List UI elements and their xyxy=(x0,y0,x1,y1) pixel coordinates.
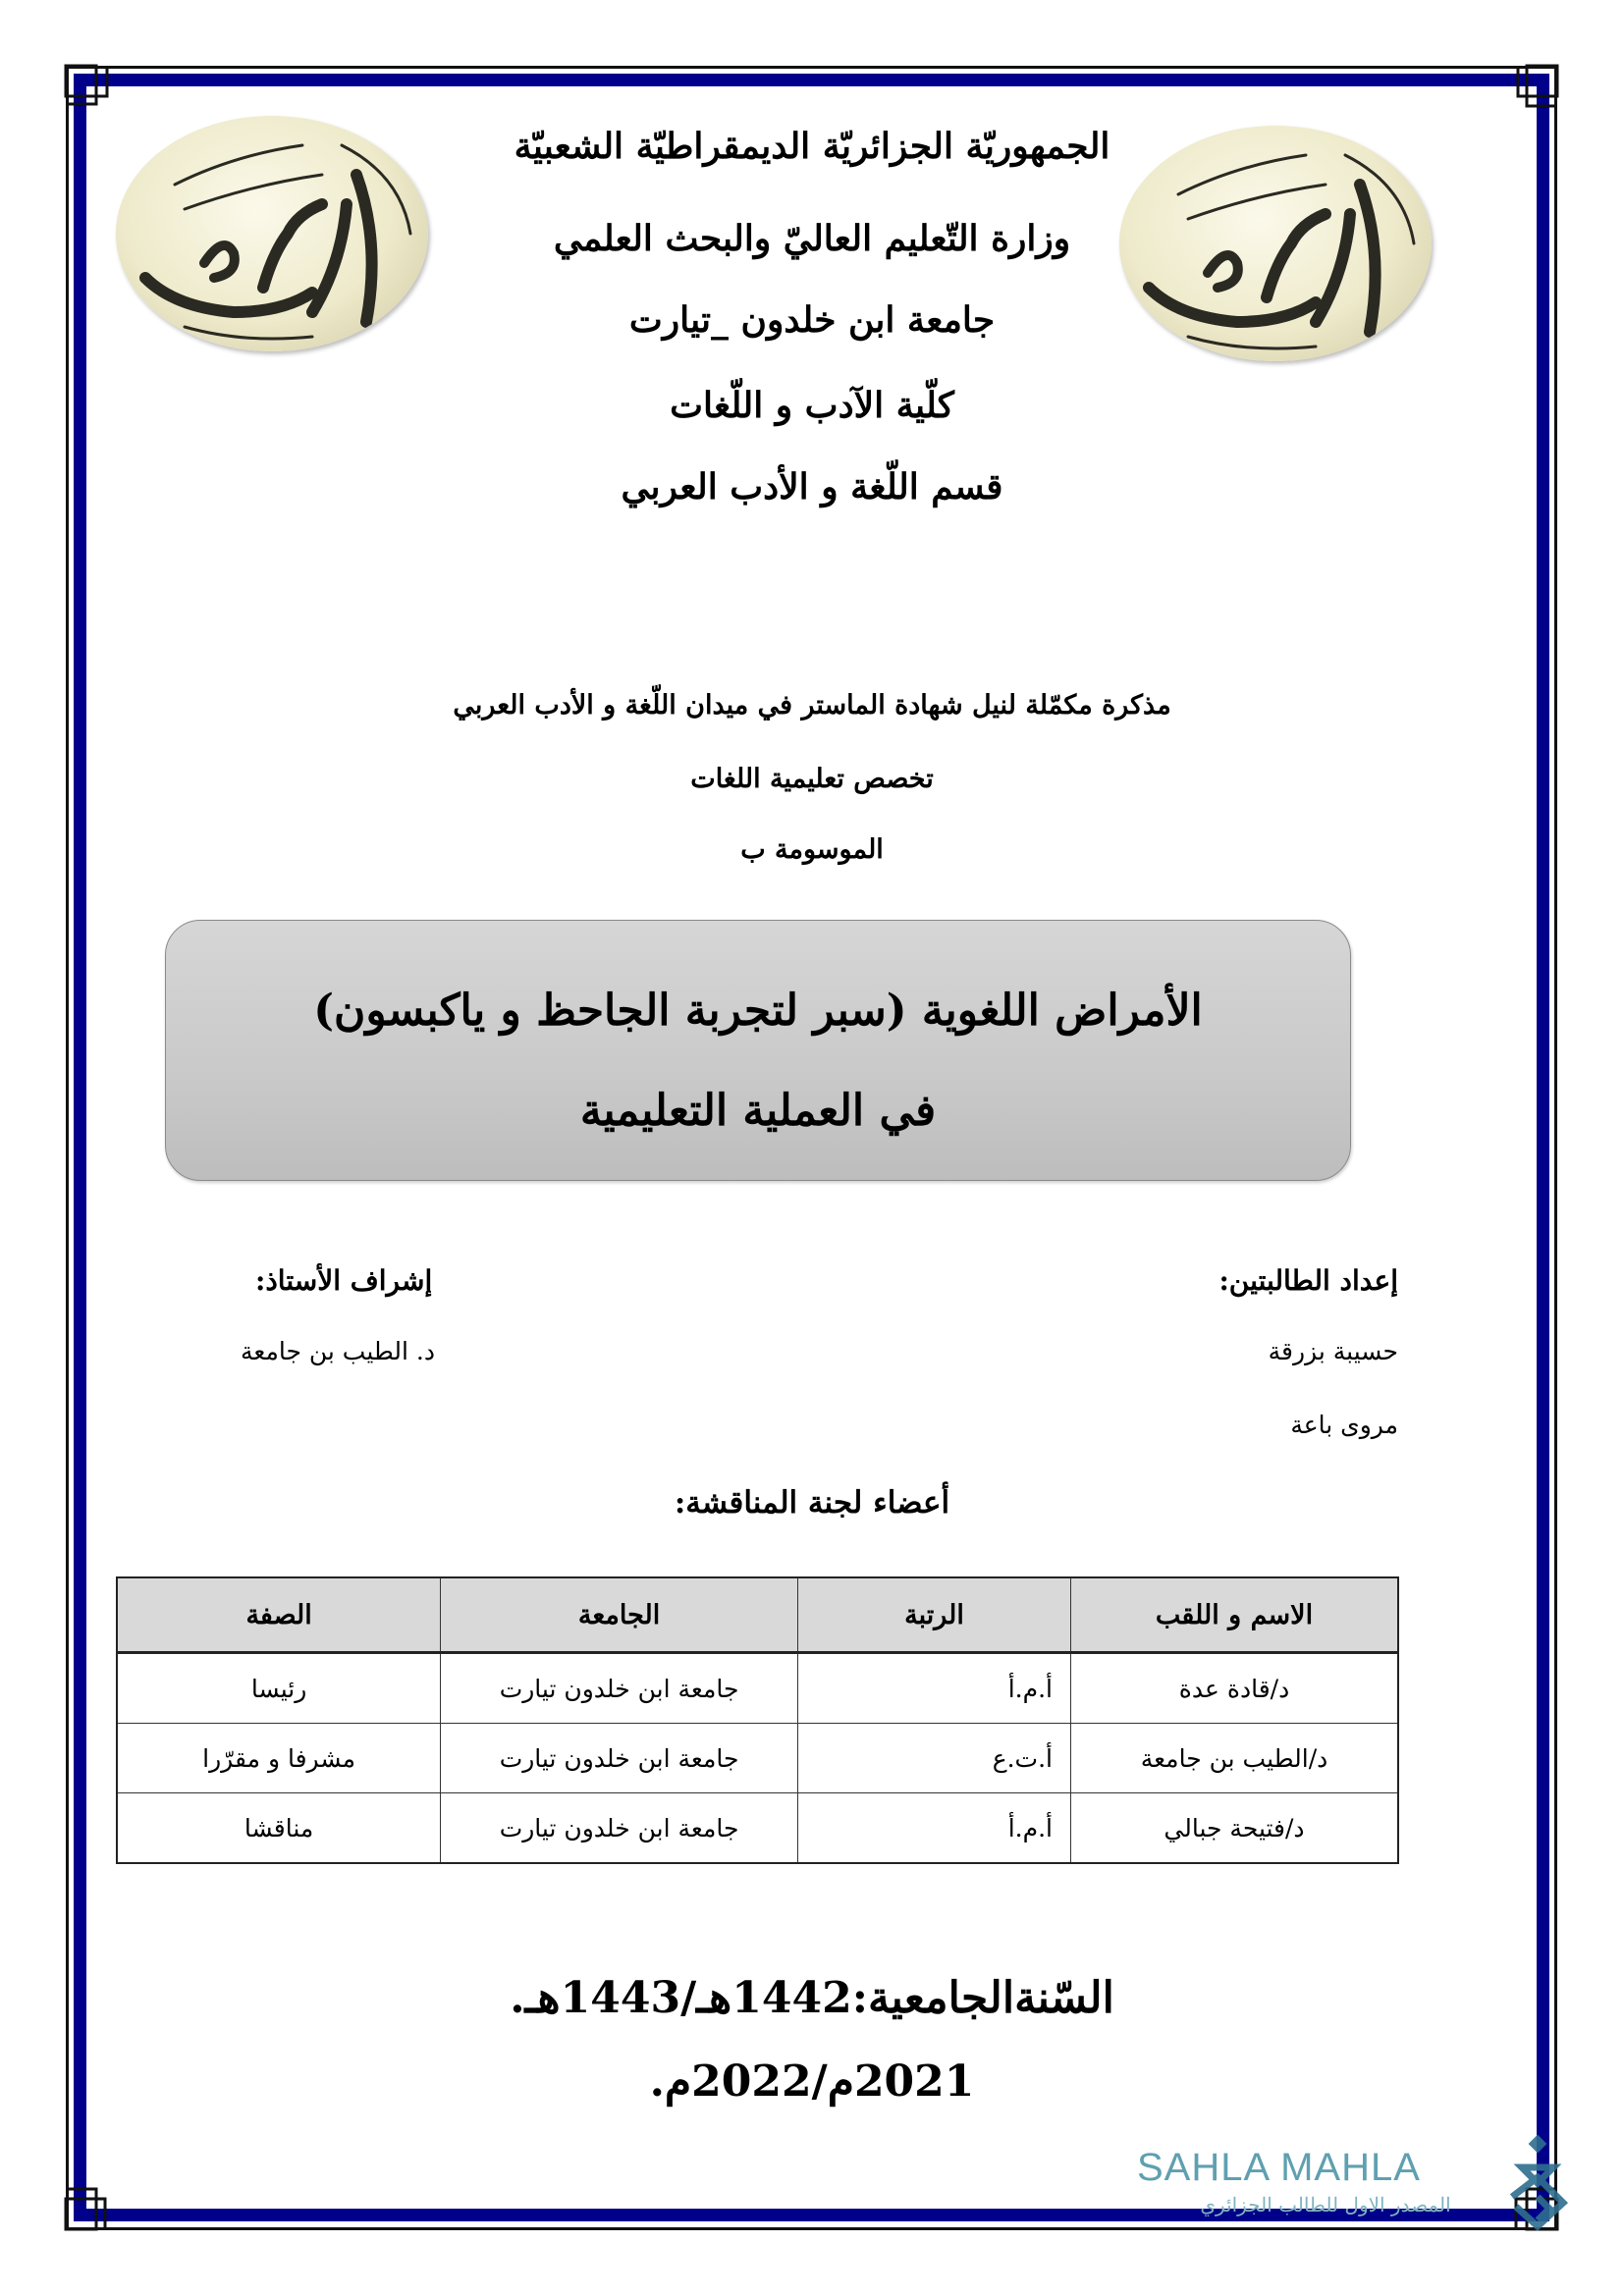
watermark-tagline: المصدر الاول للطالب الجزائري xyxy=(1200,2193,1451,2216)
member-role: رئيسا xyxy=(117,1653,441,1724)
member-university: جامعة ابن خلدون تيارت xyxy=(441,1793,798,1864)
table-header-row xyxy=(117,1577,1398,1653)
thesis-title-line-2: في العملية التعليمية xyxy=(579,1086,937,1136)
memo-degree-line: مذكرة مكمّلة لنيل شهادة الماستر في ميدان اللّغة و الأدب العربي xyxy=(453,690,1171,721)
committee-title: أعضاء لجنة المناقشة: xyxy=(674,1485,950,1521)
department-name: قسم اللّغة و الأدب العربي xyxy=(621,466,1003,507)
supervisor-name: د. الطيب بن جامعة xyxy=(241,1337,435,1365)
committee-table xyxy=(116,1576,1399,1864)
member-university: جامعة ابن خلدون تيارت xyxy=(441,1724,798,1793)
country-name: الجمهوريّة الجزائريّة الديمقراطيّة الشعبيّة xyxy=(514,126,1110,167)
member-name: د/الطيب بن جامعة xyxy=(1070,1724,1398,1793)
member-role: مناقشا xyxy=(117,1793,441,1864)
thesis-title-box xyxy=(165,920,1351,1181)
watermark-brand: SAHLA MAHLA xyxy=(1137,2146,1421,2189)
table-row xyxy=(117,1724,1398,1793)
member-role: مشرفا و مقرّرا xyxy=(117,1724,441,1793)
thesis-title-line-1: الأمراض اللغوية (سبر لتجربة الجاحظ و ياكبسون) xyxy=(313,986,1203,1036)
table-row xyxy=(117,1793,1398,1864)
faculty-name: كلّية الآدب و اللّغات xyxy=(670,385,954,426)
academic-year-gregorian: 2021م/2022م. xyxy=(649,2056,975,2107)
column-header-role: الصفة xyxy=(117,1577,441,1653)
student-name-2: مروى باعة xyxy=(1290,1411,1398,1439)
member-university: جامعة ابن خلدون تيارت xyxy=(441,1653,798,1724)
member-rank: أ.م.أ xyxy=(797,1793,1070,1864)
ministry-name: وزارة التّعليم العاليّ والبحث العلمي xyxy=(553,218,1071,259)
column-header-name: الاسم و اللقب xyxy=(1070,1577,1398,1653)
member-rank: أ.ت.ع xyxy=(797,1724,1070,1793)
column-header-rank: الرتبة xyxy=(797,1577,1070,1653)
memo-titled-line: الموسومة ب xyxy=(740,834,884,865)
member-name: د/فتيحة جبالي xyxy=(1070,1793,1398,1864)
member-rank: أ.م.أ xyxy=(797,1653,1070,1724)
table-row xyxy=(117,1653,1398,1724)
column-header-university: الجامعة xyxy=(441,1577,798,1653)
students-label: إعداد الطالبتين: xyxy=(1218,1264,1398,1297)
university-name: جامعة ابن خلدون _تيارت xyxy=(628,299,996,341)
supervisor-label: إشراف الأستاذ: xyxy=(255,1264,433,1297)
academic-year-hijri: السّنةالجامعية:1442هـ/1443هـ. xyxy=(510,1973,1114,2023)
watermark-logo-icon xyxy=(1502,2128,1573,2236)
memo-specialty-line: تخصص تعليمية اللغات xyxy=(690,764,934,794)
member-name: د/قادة عدة xyxy=(1070,1653,1398,1724)
student-name-1: حسيبة بزرقة xyxy=(1268,1337,1398,1365)
